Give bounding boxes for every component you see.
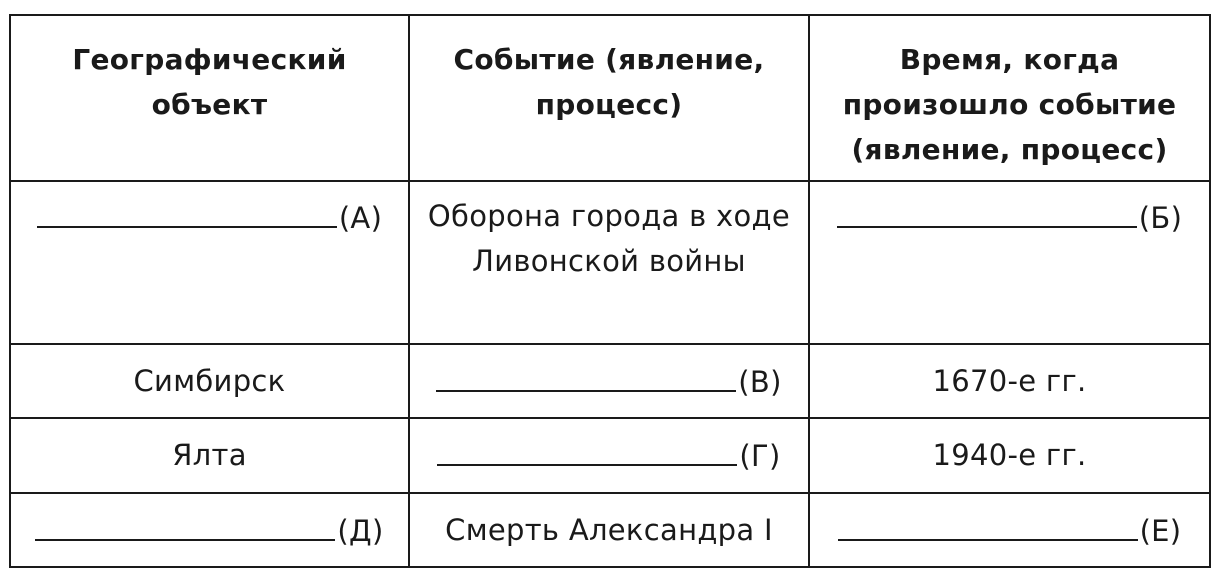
cell-object: Ялта — [10, 418, 409, 493]
table-row — [10, 418, 1210, 493]
header-geographic-object: Географический объект — [10, 15, 409, 181]
cell-event — [409, 418, 809, 493]
blank-label: (А) — [338, 201, 383, 235]
header-event: Событие (явление, процесс) — [409, 15, 809, 181]
blank-line — [838, 507, 1138, 541]
cell-object: Симбирск — [10, 344, 409, 418]
cell-object — [10, 493, 409, 567]
cell-event: Смерть Александра I — [409, 493, 809, 567]
answer-blank[interactable] — [436, 358, 781, 405]
blank-line — [837, 194, 1137, 228]
answer-blank[interactable] — [37, 194, 382, 241]
cell-time: 1940-е гг. — [809, 418, 1210, 493]
blank-line — [436, 358, 736, 392]
answer-blank[interactable] — [838, 507, 1182, 554]
blank-label: (Б) — [1138, 201, 1183, 235]
cell-time — [809, 181, 1210, 344]
cell-object — [10, 181, 409, 344]
blank-label: (Д) — [337, 513, 384, 548]
blank-label: (Е) — [1139, 513, 1182, 548]
table-row — [10, 181, 1210, 344]
blank-label: (В) — [738, 364, 782, 399]
cell-time: 1670-е гг. — [809, 344, 1210, 418]
history-table — [9, 14, 1211, 568]
blank-label: (Г) — [739, 439, 781, 473]
cell-event: Оборона города в ходе Ливонской войны — [409, 181, 809, 344]
blank-line — [37, 194, 337, 228]
answer-blank[interactable] — [35, 507, 383, 554]
cell-time — [809, 493, 1210, 567]
answer-blank[interactable] — [837, 194, 1182, 241]
blank-line — [437, 432, 737, 466]
table-row — [10, 493, 1210, 567]
cell-event — [409, 344, 809, 418]
table-header-row — [10, 15, 1210, 181]
answer-blank[interactable] — [437, 432, 780, 479]
header-time: Время, когда произошло событие (явление, процесс) — [809, 15, 1210, 181]
blank-line — [35, 507, 335, 541]
table-row — [10, 344, 1210, 418]
